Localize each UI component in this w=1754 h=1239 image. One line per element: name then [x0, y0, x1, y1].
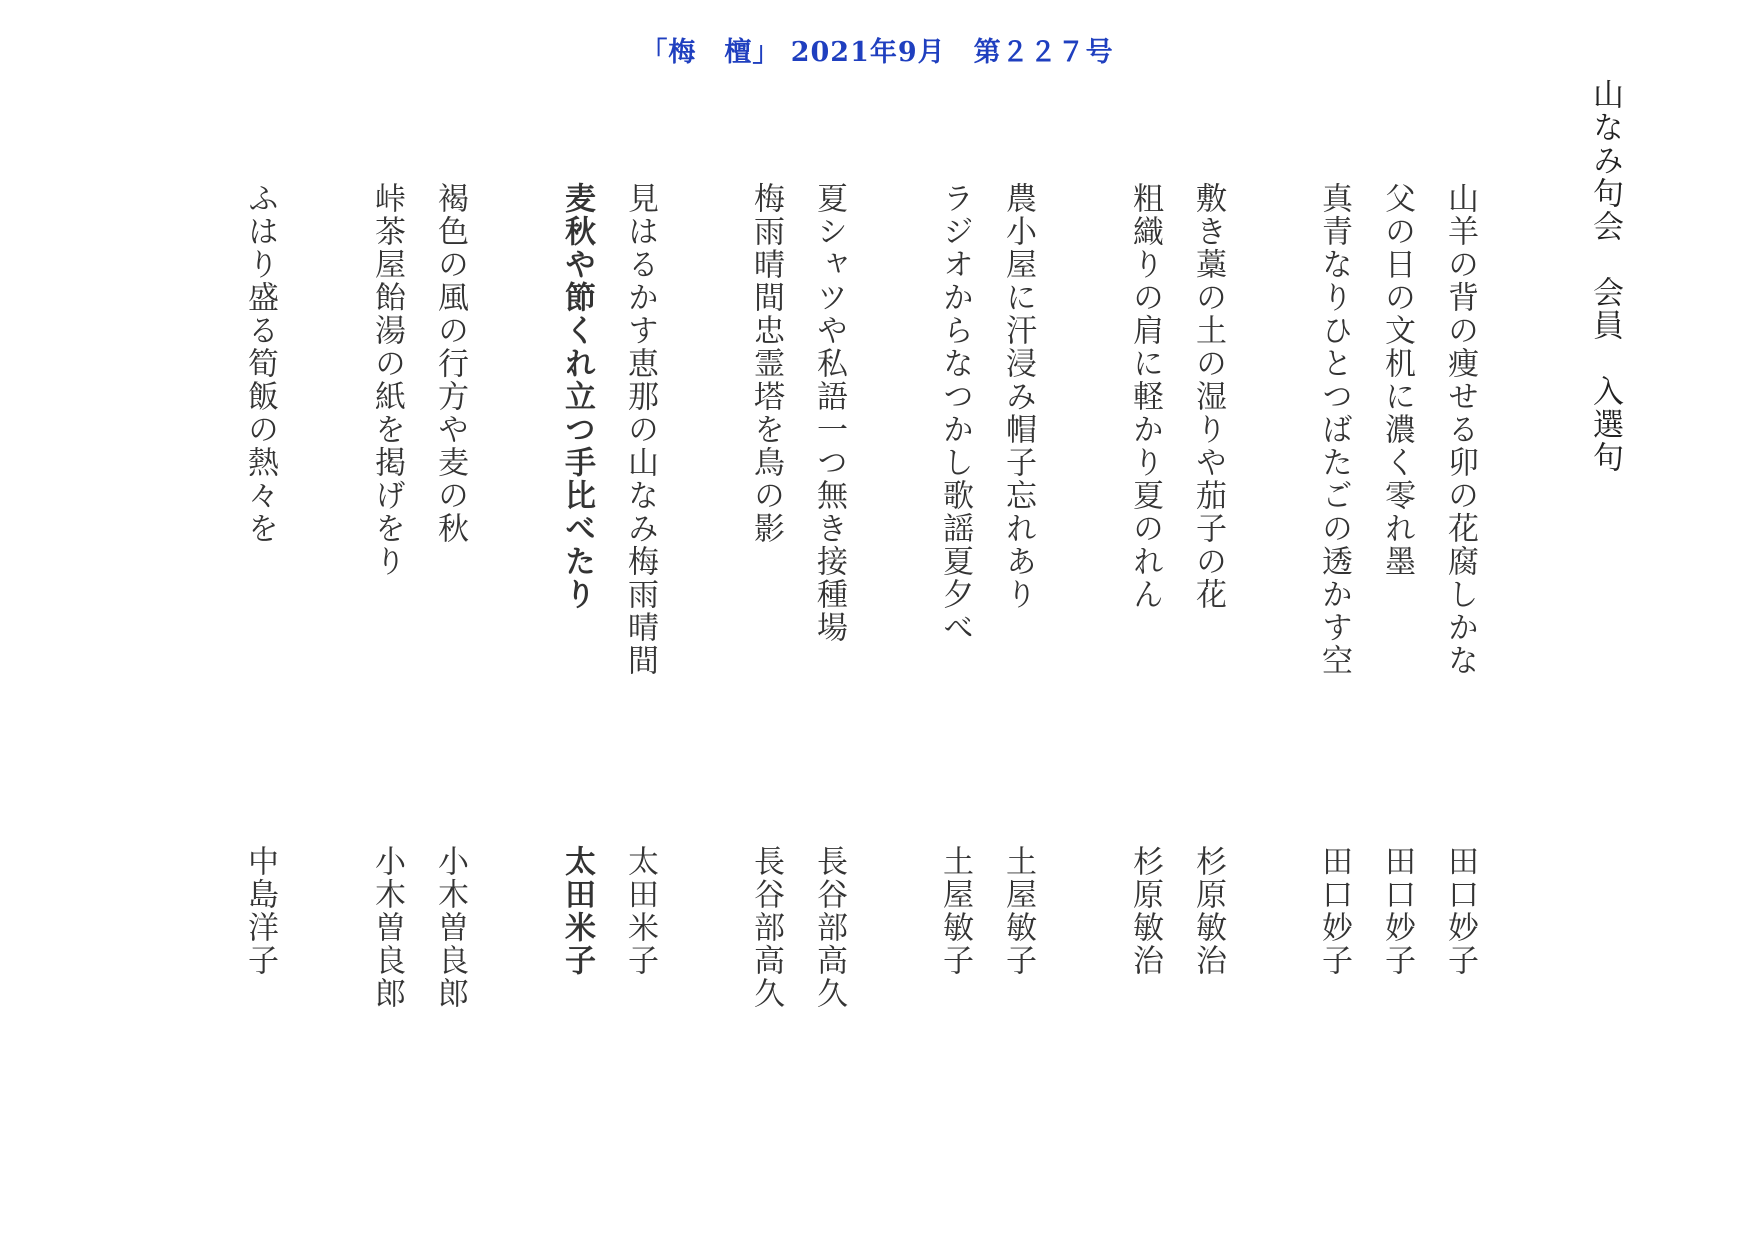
haiku-author: 土屋敏子: [937, 845, 973, 977]
haiku-entry: [1314, 0, 1354, 1239]
haiku-entry: [367, 0, 407, 1239]
haiku-entry: [809, 0, 849, 1239]
haiku-entry: [1188, 0, 1228, 1239]
haiku-text: 麦秋や節くれ立つ手比べたり: [559, 182, 595, 611]
haiku-entry: [1125, 0, 1165, 1239]
haiku-author: 土屋敏子: [1000, 845, 1036, 977]
haiku-author: 小木曽良郎: [369, 845, 405, 1010]
haiku-author: 杉原敏治: [1190, 845, 1226, 977]
section-title: 山なみ句会 会員 入選句: [1587, 78, 1623, 474]
haiku-text: ラジオからなつかし歌謡夏夕べ: [937, 182, 973, 644]
haiku-text: 梅雨晴間忠霊塔を鳥の影: [748, 182, 784, 545]
haiku-entry: [935, 0, 975, 1239]
haiku-author: 長谷部高久: [811, 845, 847, 1010]
haiku-author: 田口妙子: [1379, 845, 1415, 977]
haiku-text: 農小屋に汗浸み帽子忘れあり: [1000, 182, 1036, 611]
haiku-text: 敷き藁の土の湿りや茄子の花: [1190, 182, 1226, 611]
haiku-entry: [240, 0, 280, 1239]
haiku-entry: [430, 0, 470, 1239]
haiku-entry: [1440, 0, 1480, 1239]
haiku-text: 父の日の文机に濃く零れ墨: [1379, 182, 1415, 578]
haiku-text: 夏シャツや私語一つ無き接種場: [811, 182, 847, 644]
haiku-entry: [746, 0, 786, 1239]
haiku-author: 長谷部高久: [748, 845, 784, 1010]
journal-header: 「梅 檀」 2021年9月 第２２７号: [640, 37, 1114, 68]
haiku-author: 中島洋子: [242, 845, 278, 977]
haiku-author: 太田米子: [559, 845, 595, 977]
haiku-entry: [557, 0, 597, 1239]
haiku-text: 山羊の背の痩せる卯の花腐しかな: [1442, 182, 1478, 677]
haiku-author: 田口妙子: [1316, 845, 1352, 977]
haiku-author: 太田米子: [622, 845, 658, 977]
haiku-author: 田口妙子: [1442, 845, 1478, 977]
haiku-entry: [620, 0, 660, 1239]
haiku-text: 褐色の風の行方や麦の秋: [432, 182, 468, 545]
haiku-text: 粗織りの肩に軽かり夏のれん: [1127, 182, 1163, 611]
haiku-author: 小木曽良郎: [432, 845, 468, 1010]
haiku-text: 真青なりひとつばたごの透かす空: [1316, 182, 1352, 677]
haiku-text: ふはり盛る筍飯の熱々を: [242, 182, 278, 545]
haiku-author: 杉原敏治: [1127, 845, 1163, 977]
haiku-entry: [1377, 0, 1417, 1239]
haiku-text: 峠茶屋飴湯の紙を掲げをり: [369, 182, 405, 578]
haiku-entry: [998, 0, 1038, 1239]
haiku-text: 見はるかす恵那の山なみ梅雨晴間: [622, 182, 658, 677]
